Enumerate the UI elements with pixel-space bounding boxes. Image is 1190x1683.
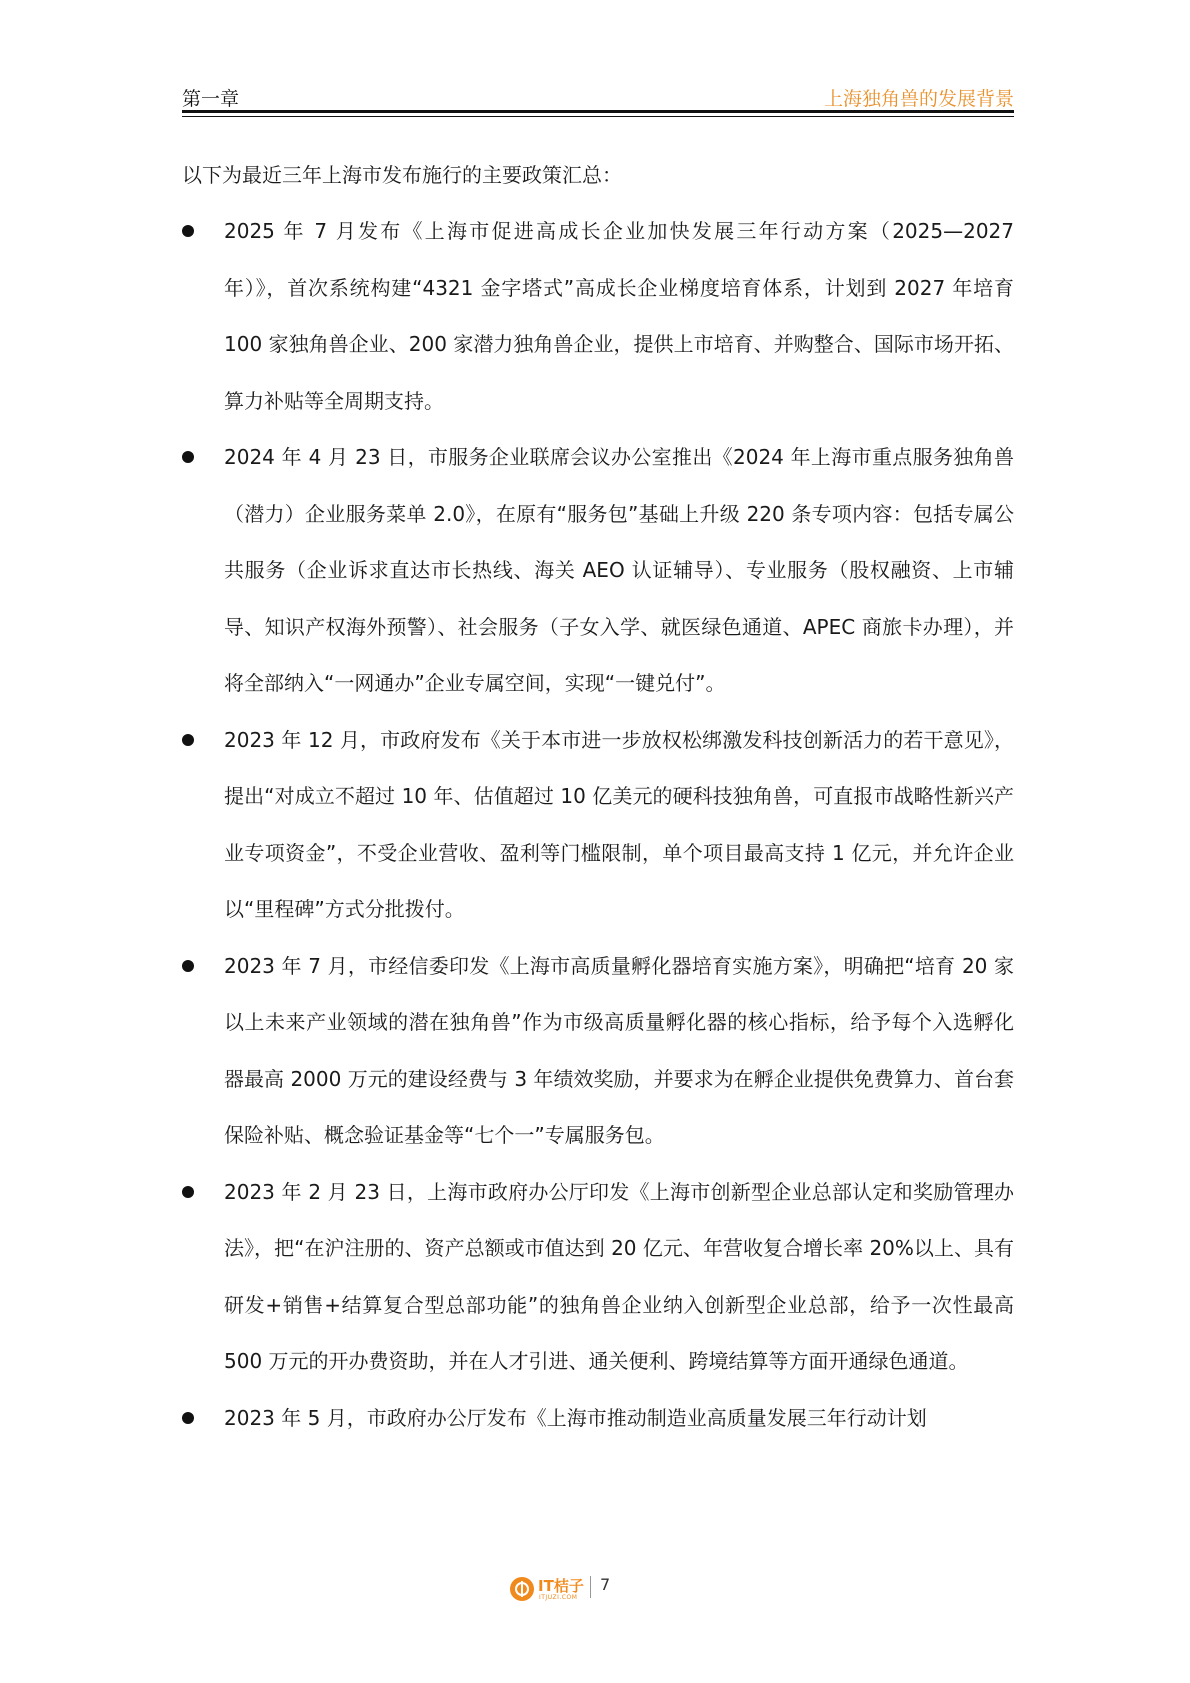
policy-item [182,203,1014,429]
bullet-icon [182,1412,194,1424]
chapter-label: 第一章 [182,88,240,110]
page-body [182,147,1014,1446]
bullet-icon [182,451,194,463]
policy-item [182,429,1014,712]
page-footer [0,1570,1190,1610]
policy-text: 2023 年 2 月 23 日，上海市政府办公厅印发《上海市创新型企业总部认定和奖励管理办法》，把“在沪注册的、资产总额或市值达到 20 亿元、年营收复合增长率 20%以上、具有研发+销售+结算复合型总部功能”的独角兽企业纳入创新型企业总部，给予一次性最高 500 万元的开办费资助，并在人才引进、通关便利、跨境结算等方面开通绿色通道。 [224,1179,1014,1373]
section-title: 上海独角兽的发展背景 [823,88,1014,110]
bullet-icon [182,960,194,972]
policy-text: 2025 年 7 月发布《上海市促进高成长企业加快发展三年行动方案（2025—2027 年）》，首次系统构建“4321 金字塔式”高成长企业梯度培育体系，计划到 2027 年培育 100 家独角兽企业、200 家潜力独角兽企业，提供上市培育、并购整合、国际市场开拓、算力补贴等全周期支持。 [224,219,1014,413]
footer-brand [510,1570,710,1610]
policy-text: 2023 年 12 月，市政府发布《关于本市进一步放权松绑激发科技创新活力的若干意见》，提出“对成立不超过 10 年、估值超过 10 亿美元的硬科技独角兽，可直报市战略性新兴产业专项资金”，不受企业营收、盈利等门槛限制，单个项目最高支持 1 亿元，并允许企业以“里程碑”方式分批拨付。 [224,727,1014,921]
page-number: 7 [600,1575,611,1594]
policy-text: 2023 年 7 月，市经信委印发《上海市高质量孵化器培育实施方案》，明确把“培育 20 家以上未来产业领域的潜在独角兽”作为市级高质量孵化器的核心指标，给予每个入选孵化器最高 2000 万元的建设经费与 3 年绩效奖励，并要求为在孵企业提供免费算力、首台套保险补贴、概念验证基金等“七个一”专属服务包。 [224,953,1014,1147]
policy-item [182,1164,1014,1390]
header-rule-thin [182,116,1014,117]
header-rule-thick [182,110,1014,113]
policy-item [182,712,1014,938]
brand-logo-subtext: ITJUZI.COM [539,1594,578,1601]
policy-item [182,938,1014,1164]
brand-logo-text: IT桔子 [538,1577,584,1595]
policy-text: 2024 年 4 月 23 日，市服务企业联席会议办公室推出《2024 年上海市重点服务独角兽（潜力）企业服务菜单 2.0》，在原有“服务包”基础上升级 220 条专项内容：包括专属公共服务（企业诉求直达市长热线、海关 AEO 认证辅导）、专业服务（股权融资、上市辅导、知识产权海外预警）、社会服务（子女入学、就医绿色通道、APEC 商旅卡办理），并将全部纳入“一网通办”企业专属空间，实现“一键兑付”。 [224,445,1014,695]
bullet-icon [182,225,194,237]
footer-divider [590,1576,591,1598]
policy-item [182,1390,1014,1447]
bullet-icon [182,734,194,746]
orange-logo-icon [510,1577,534,1601]
intro-paragraph: 以下为最近三年上海市发布施行的主要政策汇总： [182,163,622,187]
policy-list [182,203,1014,1446]
bullet-icon [182,1186,194,1198]
policy-text: 2023 年 5 月，市政府办公厅发布《上海市推动制造业高质量发展三年行动计划 [224,1405,927,1430]
